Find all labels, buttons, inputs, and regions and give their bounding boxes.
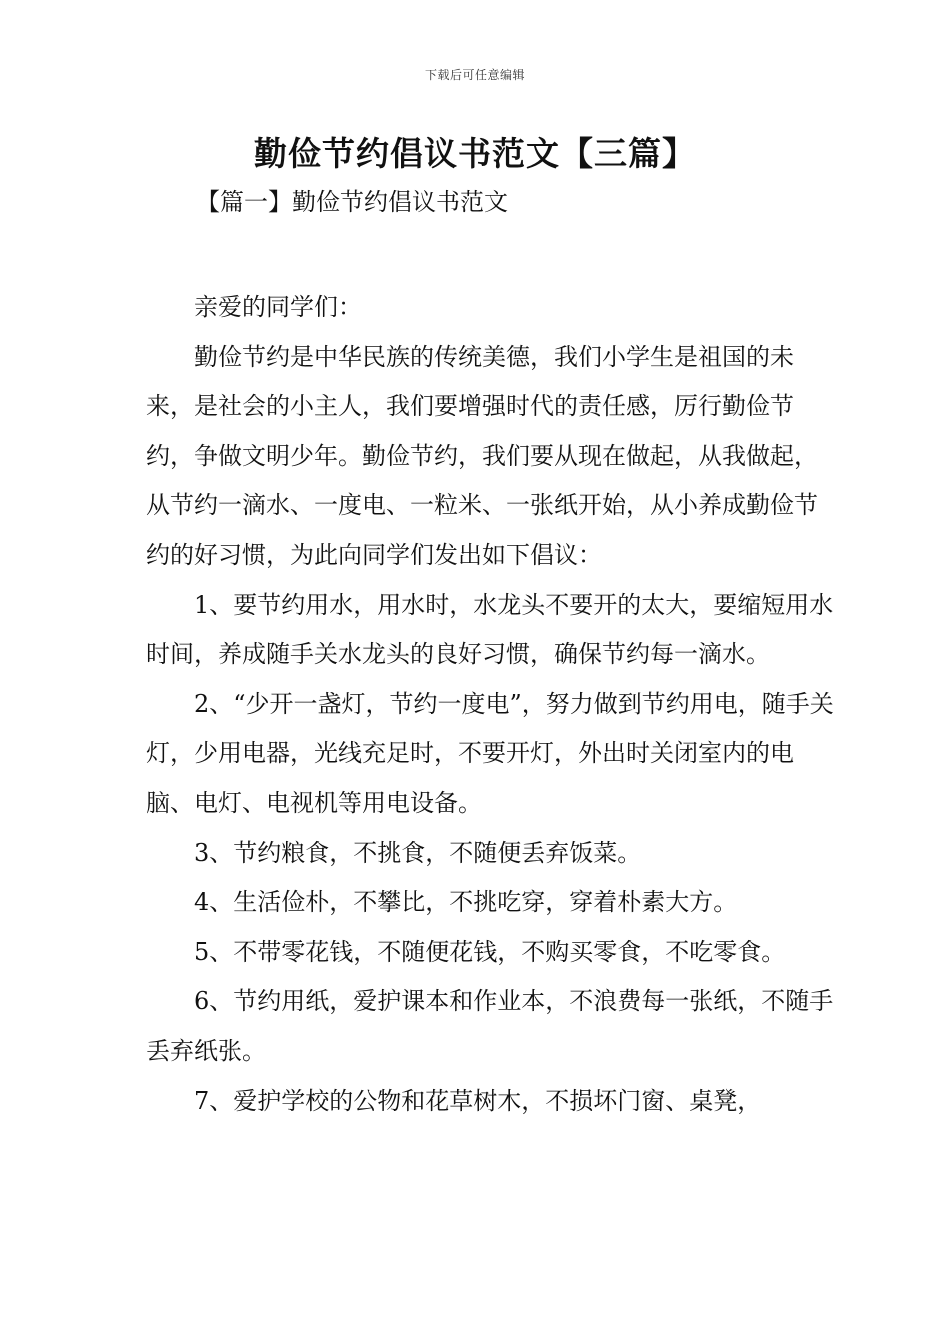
document-title: 勤俭节约倡议书范文【三篇】: [254, 134, 696, 173]
proposal-item-7: 7、爱护学校的公物和花草树木，不损坏门窗、桌凳，: [194, 1086, 762, 1115]
proposal-item-5: 5、不带零花钱，不随便花钱，不购买零食，不吃零食。: [194, 937, 786, 966]
intro-paragraph: 勤俭节约是中华民族的传统美德，我们小学生是祖国的未来，是社会的小主人，我们要增强时代的责任感，厉行勤俭节约，争做文明少年。勤俭节约，我们要从现在做起，从我做起，从节约一滴水、一度电、一粒米、一张纸开始，从小养成勤俭节约的好习惯，为此向同学们发出如下倡议：: [146, 342, 818, 569]
proposal-item-2: 2、“少开一盏灯，节约一度电”，努力做到节约用电，随手关灯，少用电器，光线充足时，不要开灯，外出时关闭室内的电脑、电灯、电视机等用电设备。: [146, 689, 834, 817]
proposal-item-4: 4、生活俭朴，不攀比，不挑吃穿，穿着朴素大方。: [194, 888, 738, 917]
document-body: [146, 283, 836, 1126]
proposal-item-3: 3、节约粮食，不挑食，不随便丢弃饭菜。: [194, 838, 642, 867]
salutation: 亲爱的同学们：: [194, 293, 362, 321]
proposal-item-1: 1、要节约用水，用水时，水龙头不要开的太大，要缩短用水时间，养成随手关水龙头的良好习惯，确保节约每一滴水。: [146, 590, 834, 669]
proposal-item-6: 6、节约用纸，爱护课本和作业本，不浪费每一张纸，不随手丢弃纸张。: [146, 987, 834, 1065]
section-title: 【篇一】勤俭节约倡议书范文: [196, 188, 508, 216]
header-note: 下载后可任意编辑: [424, 68, 525, 82]
